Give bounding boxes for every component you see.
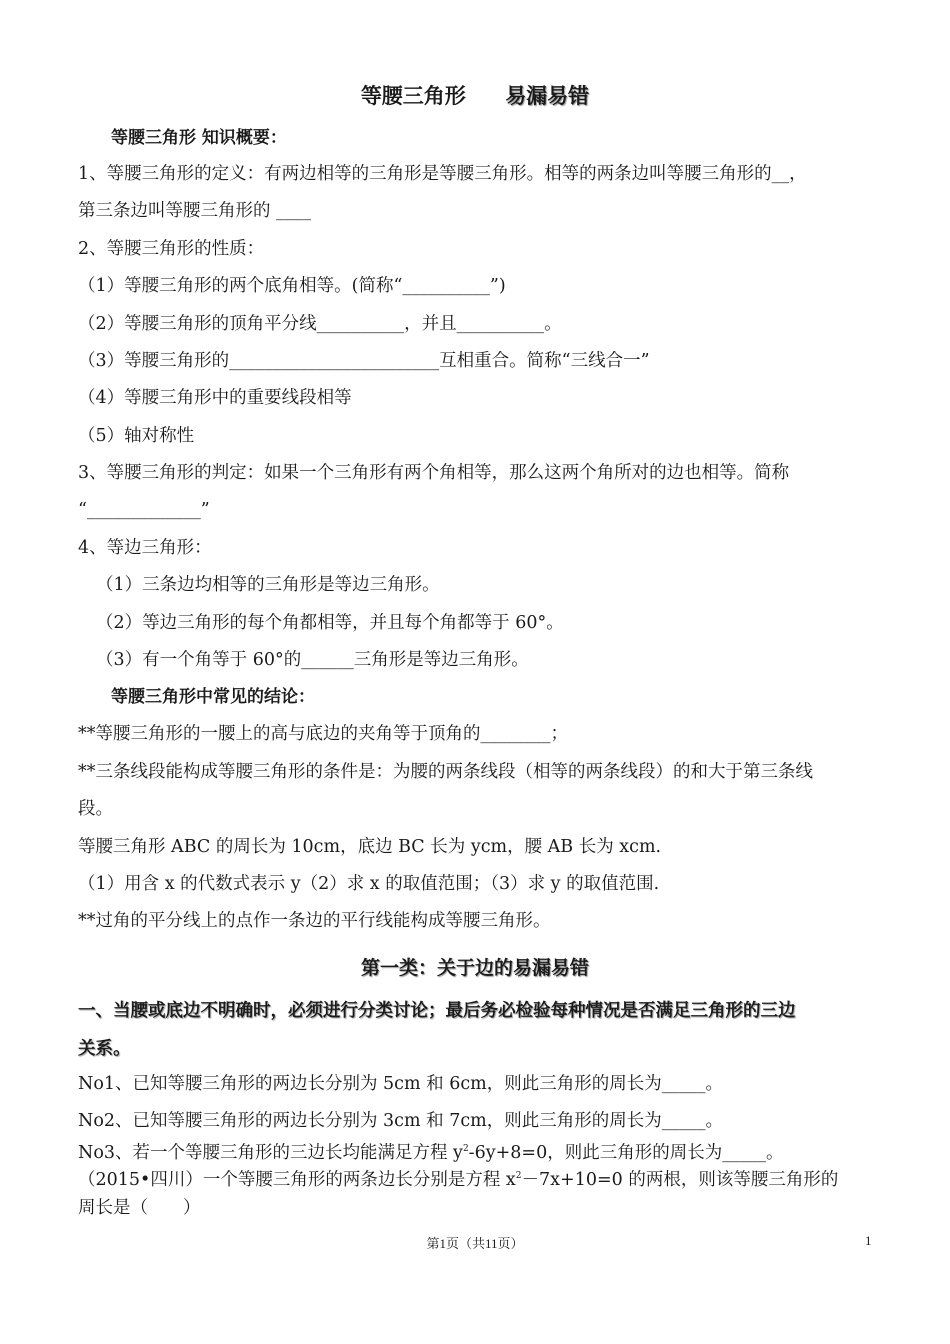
definition-line-1: 1、等腰三角形的定义：有两边相等的三角形是等腰三角形。相等的两条边叫等腰三角形的__， — [78, 164, 807, 184]
equilateral-1: （1）三条边均相等的三角形是等边三角形。 — [96, 575, 440, 595]
problem-4-line-2: 周长是（ ） — [78, 1198, 201, 1218]
section-heading-conclusions: 等腰三角形中常见的结论： — [111, 687, 315, 707]
title-part1: 等腰三角形 — [360, 84, 466, 108]
problem-4-exponent: 2 — [515, 1171, 522, 1181]
page-number: 1 — [865, 1233, 872, 1248]
category-heading: 第一类：关于边的易漏易错 — [360, 957, 589, 979]
property-5: （5）轴对称性 — [78, 426, 195, 446]
conclusion-2-line-2: 段。 — [78, 799, 113, 819]
title-part2: 易漏易错 — [505, 84, 590, 108]
definition-line-2: 第三条边叫等腰三角形的 ____ — [78, 201, 312, 221]
page-footer: 第1页（共11页） — [426, 1236, 524, 1251]
property-2: （2）等腰三角形的顶角平分线__________，并且__________。 — [78, 314, 562, 334]
problem-3-pre: No3、若一个等腰三角形的三边长均能满足方程 y — [78, 1142, 463, 1163]
problem-3-post: -6y+8=0，则此三角形的周长为_____。 — [468, 1142, 784, 1163]
rule-line-2: 关系。 — [78, 1039, 131, 1059]
problem-1: No1、已知等腰三角形的两边长分别为 5cm 和 6cm，则此三角形的周长为_____。 — [78, 1074, 723, 1094]
judgement-line-2: “_____________” — [78, 500, 210, 520]
property-4: （4）等腰三角形中的重要线段相等 — [78, 388, 352, 408]
conclusion-3: 等腰三角形 ABC 的周长为 10cm，底边 BC 长为 ycm，腰 AB 长为 xcm. — [78, 837, 662, 857]
property-3: （3）等腰三角形的________________________互相重合。简称“三线合一” — [78, 351, 650, 371]
conclusion-2-line-1: **三条线段能构成等腰三角形的条件是：为腰的两条线段（相等的两条线段）的和大于第三条线 — [78, 762, 813, 782]
problem-3 — [78, 1138, 783, 1164]
rule-line-1: 一、当腰或底边不明确时，必须进行分类讨论；最后务必检验每种情况是否满足三角形的三边 — [78, 1001, 796, 1021]
problem-4-post: －7x+10=0 的两根，则该等腰三角形的 — [521, 1169, 839, 1190]
problem-2: No2、已知等腰三角形的两边长分别为 3cm 和 7cm，则此三角形的周长为_____。 — [78, 1111, 723, 1131]
property-1: （1）等腰三角形的两个底角相等。(简称“__________”) — [78, 276, 506, 296]
conclusion-1: **等腰三角形的一腰上的高与底边的夹角等于顶角的________； — [78, 724, 568, 744]
problem-4 — [78, 1165, 838, 1191]
judgement-line-1: 3、等腰三角形的判定：如果一个三角形有两个角相等，那么这两个角所对的边也相等。简称 — [78, 463, 790, 483]
conclusion-5: **过角的平分线上的点作一条边的平行线能构成等腰三角形。 — [78, 911, 551, 931]
problem-3-exponent: 2 — [462, 1144, 469, 1154]
equilateral-heading: 4、等边三角形： — [78, 538, 212, 558]
section-heading-overview: 等腰三角形 知识概要： — [111, 128, 287, 148]
problem-4-pre: （2015•四川）一个等腰三角形的两条边长分别是方程 x — [78, 1169, 516, 1190]
equilateral-2: （2）等边三角形的每个角都相等，并且每个角都等于 60°。 — [96, 613, 564, 633]
equilateral-3: （3）有一个角等于 60°的______三角形是等边三角形。 — [96, 650, 529, 670]
page-title — [0, 80, 950, 110]
properties-heading: 2、等腰三角形的性质： — [78, 239, 265, 259]
conclusion-4: （1）用含 x 的代数式表示 y（2）求 x 的取值范围；（3）求 y 的取值范围. — [78, 874, 660, 894]
